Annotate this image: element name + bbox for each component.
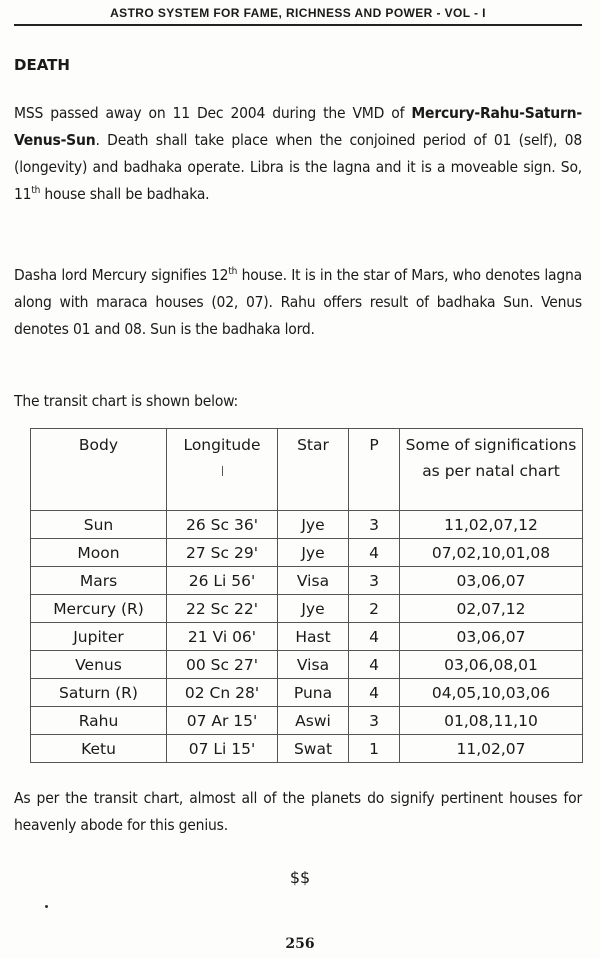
cell-body: Jupiter — [31, 623, 167, 651]
cell-star: Hast — [278, 623, 349, 651]
cell-p: 4 — [349, 623, 400, 651]
cell-p: 3 — [349, 567, 400, 595]
cell-star: Visa — [278, 651, 349, 679]
cell-longitude: 27 Sc 29' — [167, 539, 278, 567]
table-row — [31, 707, 583, 735]
para1-text-b: . Death shall take place when the conjoined period of 01 (self), 08 (longevity) and badhaka operate. Libra is the lagna and it is a moveable sign. So, 11 — [14, 131, 582, 203]
table-row — [31, 679, 583, 707]
para2-superscript: th — [228, 265, 238, 277]
cell-star: Jye — [278, 595, 349, 623]
table-row — [31, 539, 583, 567]
cell-longitude: 07 Ar 15' — [167, 707, 278, 735]
paragraph-death-vmd — [14, 100, 582, 208]
paragraph-conclusion: As per the transit chart, almost all of the planets do signify pertinent houses for heavenly abode for this genius. — [14, 789, 582, 834]
cell-body: Ketu — [31, 735, 167, 763]
table-row — [31, 595, 583, 623]
cell-longitude: 26 Li 56' — [167, 567, 278, 595]
table-row — [31, 567, 583, 595]
cell-sig: 07,02,10,01,08 — [400, 539, 583, 567]
table-row — [31, 623, 583, 651]
cell-sig: 02,07,12 — [400, 595, 583, 623]
para1-text-c: house shall be badhaka. — [40, 185, 210, 203]
cell-star: Swat — [278, 735, 349, 763]
cell-body: Venus — [31, 651, 167, 679]
table-body — [31, 511, 583, 763]
header-longitude-label: Longitude — [183, 436, 261, 454]
tick-mark — [222, 466, 223, 476]
cell-body: Mars — [31, 567, 167, 595]
header-body: Body — [31, 429, 167, 511]
cell-star: Puna — [278, 679, 349, 707]
cell-longitude: 02 Cn 28' — [167, 679, 278, 707]
cell-longitude: 00 Sc 27' — [167, 651, 278, 679]
table-row — [31, 735, 583, 763]
section-title: DEATH — [14, 56, 70, 74]
cell-sig: 03,06,07 — [400, 567, 583, 595]
cell-longitude: 21 Vi 06' — [167, 623, 278, 651]
cell-longitude: 26 Sc 36' — [167, 511, 278, 539]
end-mark: $$ — [289, 868, 311, 887]
cell-body: Mercury (R) — [31, 595, 167, 623]
cell-p: 3 — [349, 511, 400, 539]
table-header-row — [31, 429, 583, 511]
cell-sig: 03,06,08,01 — [400, 651, 583, 679]
cell-sig: 11,02,07,12 — [400, 511, 583, 539]
cell-star: Jye — [278, 539, 349, 567]
paragraph-transit-intro: The transit chart is shown below: — [14, 392, 239, 410]
table-row — [31, 511, 583, 539]
cell-p: 4 — [349, 539, 400, 567]
cell-body: Rahu — [31, 707, 167, 735]
para2-text-a: Dasha lord Mercury signifies 12 — [14, 266, 229, 284]
cell-sig: 04,05,10,03,06 — [400, 679, 583, 707]
header-p: P — [349, 429, 400, 511]
cell-body: Sun — [31, 511, 167, 539]
cell-star: Aswi — [278, 707, 349, 735]
cell-sig: 03,06,07 — [400, 623, 583, 651]
cell-p: 4 — [349, 651, 400, 679]
cell-p: 4 — [349, 679, 400, 707]
cell-star: Visa — [278, 567, 349, 595]
cell-longitude: 07 Li 15' — [167, 735, 278, 763]
header-significations: Some of significations as per natal chart — [400, 429, 583, 511]
cell-p: 3 — [349, 707, 400, 735]
page-number: 256 — [285, 936, 315, 952]
cell-p: 2 — [349, 595, 400, 623]
para1-text-a: MSS passed away on 11 Dec 2004 during the VMD of — [14, 104, 412, 122]
speck-dot — [45, 905, 48, 908]
cell-p: 1 — [349, 735, 400, 763]
transit-chart-table — [30, 428, 583, 763]
paragraph-dasha-lord — [14, 262, 582, 343]
cell-longitude: 22 Sc 22' — [167, 595, 278, 623]
cell-sig: 11,02,07 — [400, 735, 583, 763]
cell-sig: 01,08,11,10 — [400, 707, 583, 735]
table-row — [31, 651, 583, 679]
para1-bold-dasha: Mercury-Rahu-Saturn-Venus-Sun — [14, 104, 582, 149]
cell-body: Saturn (R) — [31, 679, 167, 707]
header-star: Star — [278, 429, 349, 511]
header-longitude — [167, 429, 278, 511]
running-header: ASTRO SYSTEM FOR FAME, RICHNESS AND POWER - VOL - I — [14, 6, 582, 26]
cell-body: Moon — [31, 539, 167, 567]
cell-star: Jye — [278, 511, 349, 539]
para1-superscript: th — [31, 184, 41, 196]
para2-text-b: house. It is in the star of Mars, who denotes lagna along with maraca houses (02, 07). Rahu offers result of badhaka Sun. Venus denotes 01 and 08. Sun is the badhaka lord. — [14, 266, 582, 338]
